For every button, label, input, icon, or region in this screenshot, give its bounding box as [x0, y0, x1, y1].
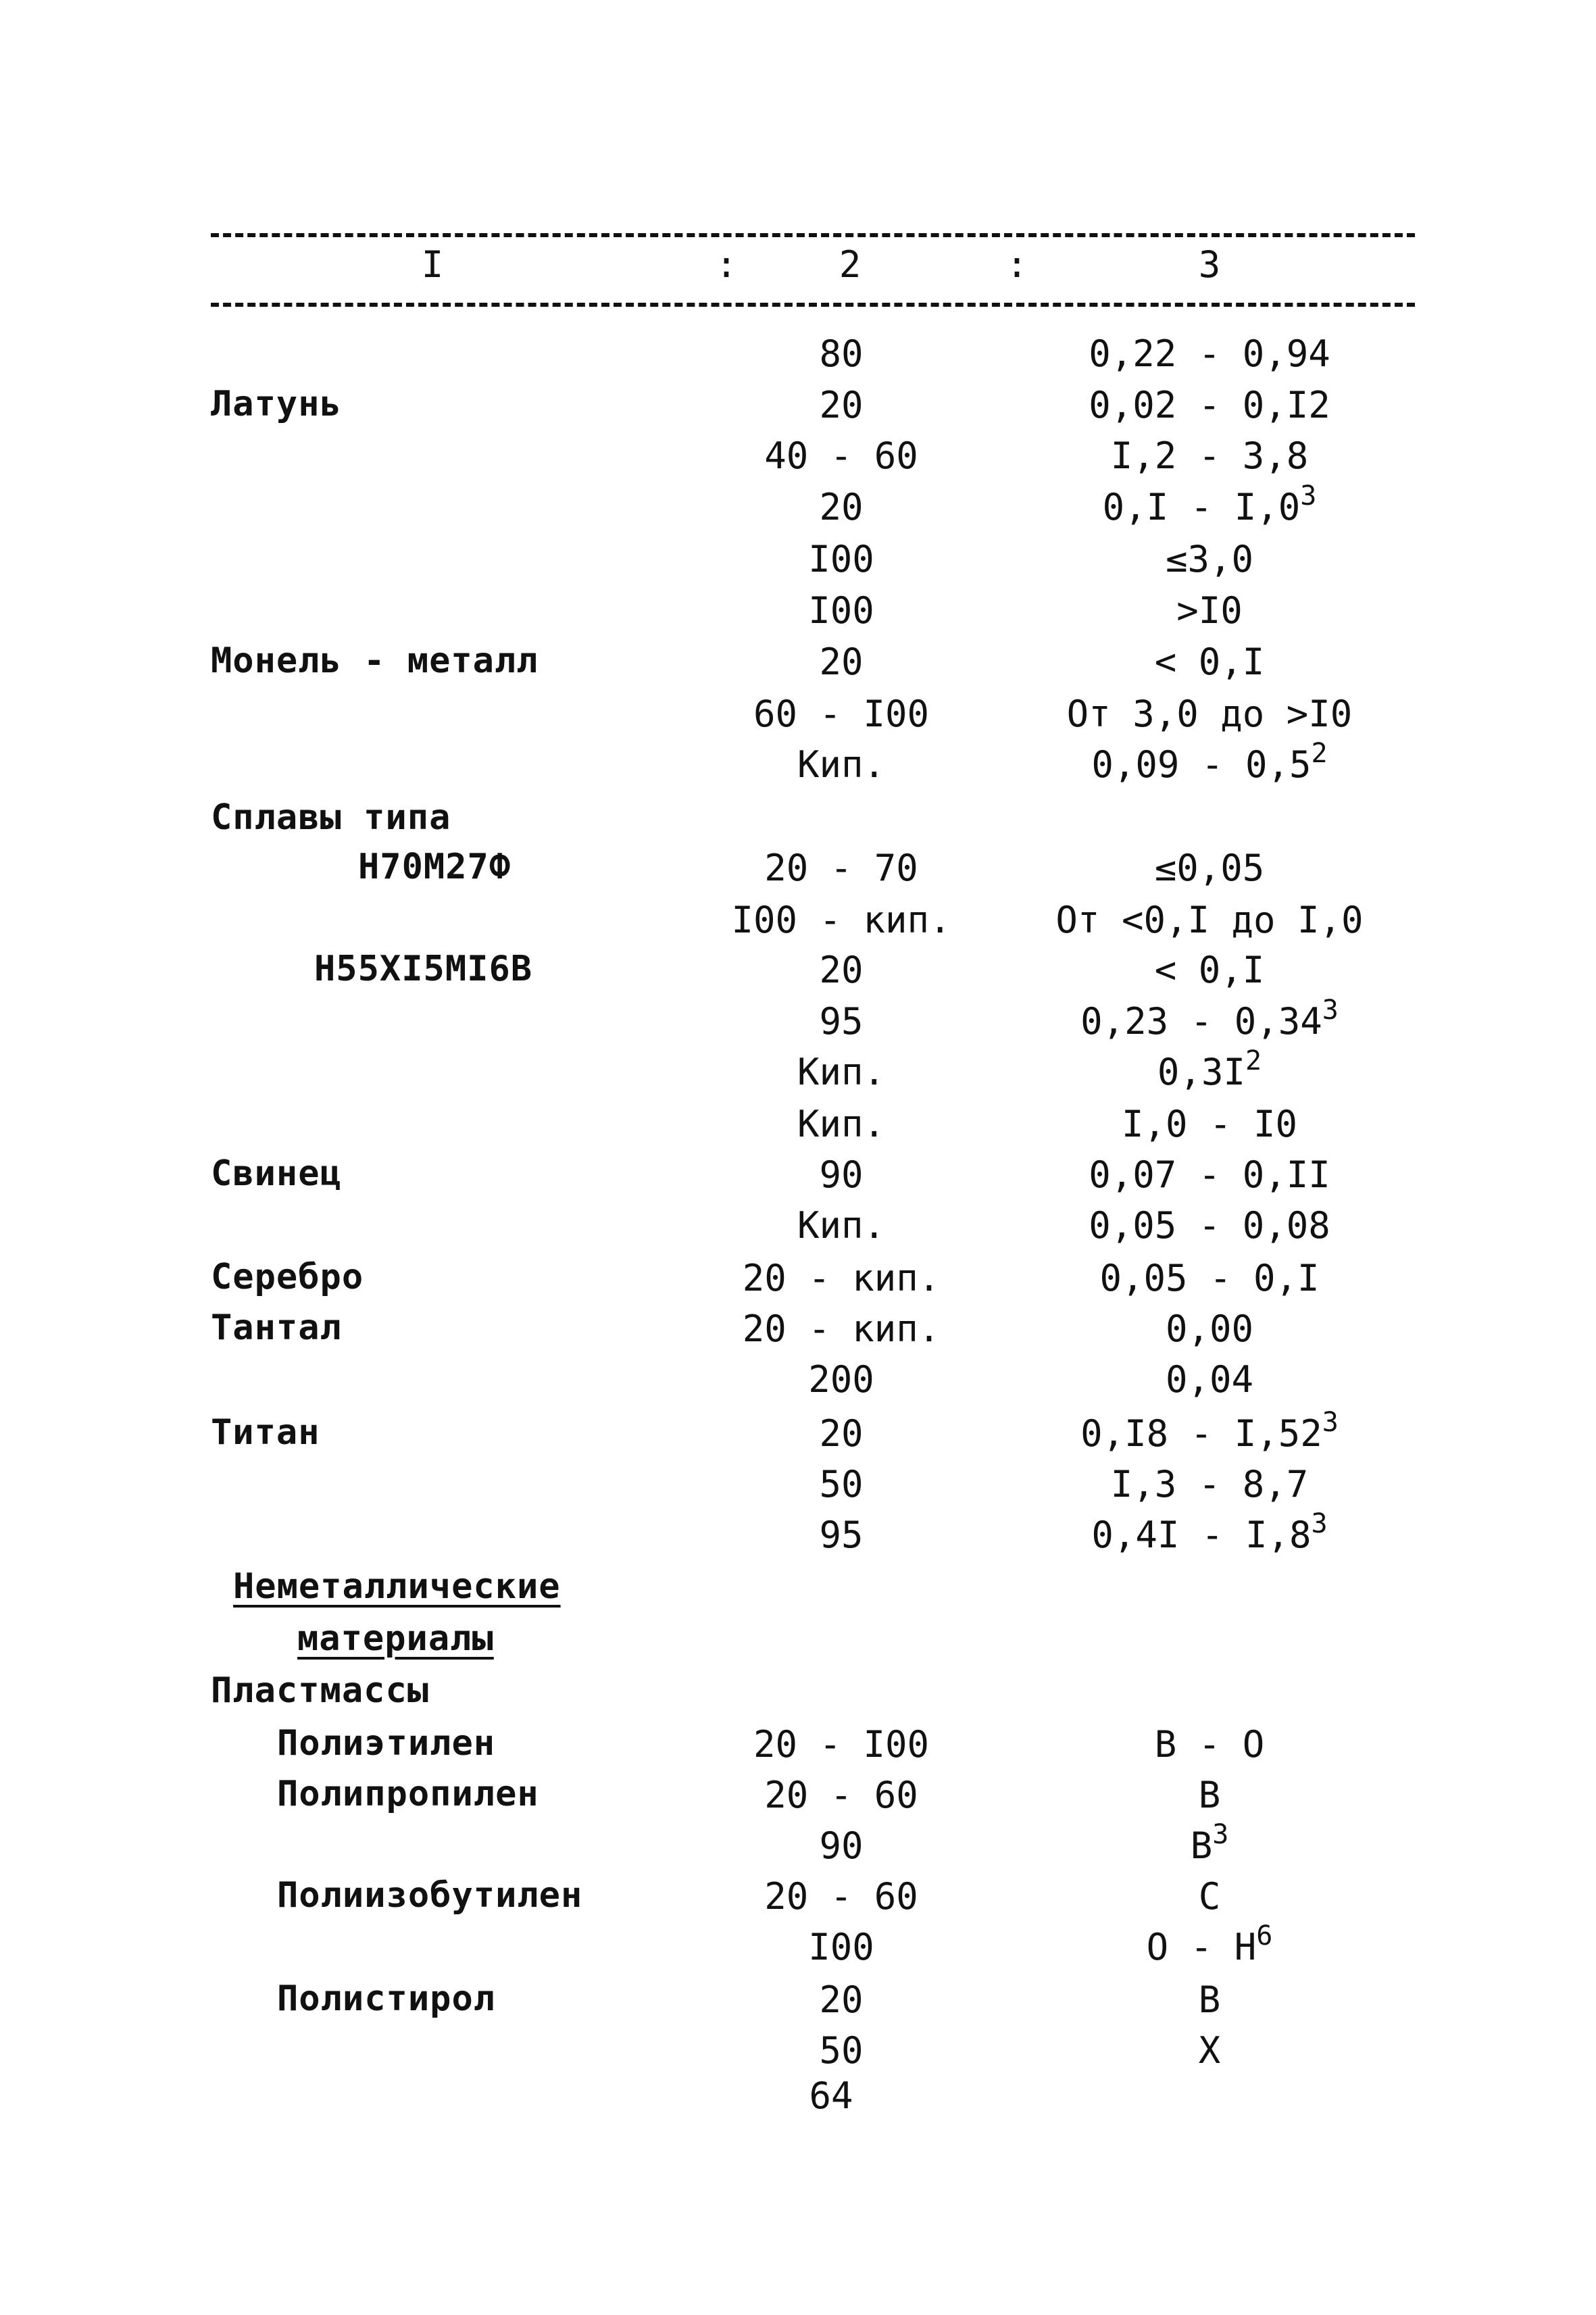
temperature-value: 20 - I00 [753, 1723, 930, 1766]
column-header-2: 2 [839, 243, 862, 286]
material-name: Н55ХI5МI6В [314, 949, 533, 989]
corrosion-rate-text: 0,02 - 0,I2 [1089, 384, 1330, 426]
temperature-value: I00 [808, 1926, 874, 1968]
corrosion-rate-text: В [1198, 1978, 1221, 2021]
footnote-marker: 6 [1256, 1920, 1273, 1951]
header-top-divider [211, 233, 1415, 237]
temperature-value: 20 - 70 [764, 847, 918, 889]
temperature-value: 20 [819, 384, 864, 426]
column-header-separator: : [715, 243, 738, 286]
material-name: Полипропилен [277, 1774, 539, 1814]
corrosion-rate-value [1080, 1407, 1339, 1455]
temperature-value: 20 [819, 486, 864, 528]
temperature-value: I00 - кип. [731, 899, 951, 941]
corrosion-rate-text: 0,3I [1157, 1051, 1245, 1093]
column-header-1: I [421, 243, 444, 286]
corrosion-rate-value [1099, 1257, 1319, 1299]
corrosion-rate-text: 0,00 [1165, 1308, 1254, 1350]
corrosion-rate-value [1199, 2029, 1221, 2072]
table-row [0, 1407, 1596, 1464]
corrosion-rate-text: 0,I - I,0 [1102, 486, 1301, 528]
footnote-marker: 3 [1300, 480, 1317, 512]
temperature-value: 40 - 60 [764, 434, 918, 477]
material-name: Свинец [211, 1153, 342, 1194]
corrosion-rate-value [1089, 1204, 1330, 1247]
table-row [0, 384, 1596, 435]
corrosion-rate-text: >I0 [1176, 589, 1243, 632]
table-row [0, 1723, 1596, 1774]
table-row [0, 797, 1596, 849]
table-row [0, 1920, 1596, 1977]
temperature-value: 90 [819, 1153, 864, 1196]
corrosion-rate-value [1155, 949, 1265, 991]
corrosion-rate-value [1155, 1723, 1265, 1766]
corrosion-rate-text: 0,04 [1165, 1358, 1254, 1401]
footnote-marker: 3 [1311, 1508, 1328, 1539]
temperature-value: 50 [819, 1463, 864, 1505]
temperature-value: 20 [819, 1412, 864, 1455]
table-row [0, 1204, 1596, 1255]
table-row [0, 1670, 1596, 1722]
temperature-value: I00 [808, 589, 874, 632]
corrosion-rate-value [1146, 1920, 1273, 1968]
corrosion-rate-value [1089, 332, 1330, 375]
corrosion-rate-value [1091, 738, 1328, 786]
table-row [0, 738, 1596, 795]
temperature-value: 60 - I00 [753, 693, 930, 735]
corrosion-rate-text: В [1190, 1824, 1213, 1867]
temperature-value: 20 - кип. [742, 1308, 941, 1350]
corrosion-rate-text: I,2 - 3,8 [1110, 434, 1309, 477]
material-name: Н70М27Ф [358, 847, 512, 887]
table-row [0, 1463, 1596, 1514]
temperature-value: Кип. [797, 1204, 886, 1247]
corrosion-rate-text: 0,22 - 0,94 [1089, 332, 1330, 375]
material-name: Латунь [211, 384, 342, 424]
material-name: Пластмассы [211, 1670, 430, 1711]
corrosion-rate-text: < 0,I [1154, 641, 1265, 683]
material-name: Неметаллические [233, 1566, 561, 1607]
table-row [0, 641, 1596, 692]
material-name: Полиэтилен [277, 1723, 496, 1764]
corrosion-rate-value [1111, 1463, 1309, 1505]
corrosion-rate-text: I,0 - I0 [1121, 1103, 1298, 1145]
temperature-value: 95 [819, 1514, 864, 1556]
table-row [0, 693, 1596, 744]
table-row [0, 589, 1596, 641]
corrosion-rate-text: В [1198, 1774, 1221, 1816]
material-name: Серебро [211, 1257, 364, 1297]
corrosion-rate-value [1102, 480, 1317, 528]
table-row [0, 1358, 1596, 1410]
table-row [0, 1819, 1596, 1876]
temperature-value: I00 [808, 538, 874, 580]
corrosion-rate-text: 0,I8 - I,52 [1080, 1412, 1322, 1455]
footnote-marker: 3 [1322, 1407, 1339, 1438]
corrosion-rate-value [1199, 1774, 1221, 1816]
corrosion-rate-value [1157, 1045, 1262, 1093]
temperature-value: 20 - кип. [742, 1257, 941, 1299]
material-name: Полиизобутилен [277, 1875, 583, 1916]
table-row [0, 434, 1596, 486]
footnote-marker: 2 [1245, 1045, 1262, 1076]
table-row [0, 1045, 1596, 1102]
corrosion-rate-text: 0,05 - 0,I [1099, 1257, 1320, 1299]
footnote-marker: 3 [1322, 995, 1339, 1026]
temperature-value: 20 - 60 [764, 1875, 918, 1918]
temperature-value: Кип. [797, 1103, 886, 1145]
corrosion-rate-value [1067, 693, 1353, 735]
corrosion-rate-text: I,3 - 8,7 [1110, 1463, 1309, 1505]
table-row [0, 1103, 1596, 1154]
material-name: Титан [211, 1412, 320, 1453]
material-name: Монель - металл [211, 641, 539, 681]
material-name: Сплавы типа [211, 797, 451, 838]
table-row [0, 1153, 1596, 1205]
table-row [0, 847, 1596, 898]
material-name: Тантал [211, 1308, 342, 1348]
corrosion-rate-text: О - Н [1146, 1926, 1257, 1968]
table-row [0, 1508, 1596, 1565]
corrosion-rate-text: 0,23 - 0,34 [1080, 1000, 1322, 1043]
corrosion-rate-value [1089, 384, 1330, 426]
corrosion-rate-text: В - О [1154, 1723, 1265, 1766]
corrosion-rate-value [1166, 1308, 1253, 1350]
material-name: материалы [297, 1618, 494, 1659]
temperature-value: 20 [819, 641, 864, 683]
footnote-marker: 2 [1311, 738, 1328, 769]
corrosion-rate-text: 0,05 - 0,08 [1089, 1204, 1330, 1247]
temperature-value: 200 [808, 1358, 874, 1401]
temperature-value: 50 [819, 2029, 864, 2072]
column-header-3: 3 [1198, 243, 1221, 286]
corrosion-rate-value [1199, 1875, 1221, 1918]
header-bottom-divider [211, 303, 1415, 307]
corrosion-rate-value [1080, 995, 1339, 1043]
corrosion-rate-text: ≤0,05 [1154, 847, 1265, 889]
corrosion-rate-text: От 3,0 до >I0 [1066, 693, 1353, 735]
temperature-value: Кип. [797, 743, 886, 786]
corrosion-rate-value [1166, 538, 1253, 580]
temperature-value: 20 - 60 [764, 1774, 918, 1816]
corrosion-rate-value [1122, 1103, 1297, 1145]
table-row [0, 332, 1596, 384]
table-row [0, 949, 1596, 1000]
page-number: 64 [809, 2074, 853, 2117]
corrosion-rate-text: 0,09 - 0,5 [1091, 743, 1312, 786]
column-header-separator: : [1005, 243, 1028, 286]
table-row [0, 1308, 1596, 1359]
corrosion-rate-value [1091, 1508, 1328, 1556]
corrosion-rate-text: 0,4I - I,8 [1091, 1514, 1312, 1556]
table-row [0, 1257, 1596, 1308]
temperature-value: 80 [819, 332, 864, 375]
corrosion-rate-value [1190, 1819, 1229, 1867]
temperature-value: 95 [819, 1000, 864, 1043]
corrosion-rate-value [1055, 899, 1363, 941]
corrosion-rate-text: С [1198, 1875, 1221, 1918]
table-row [0, 899, 1596, 950]
corrosion-rate-value [1166, 1358, 1253, 1401]
corrosion-rate-text: Х [1198, 2029, 1221, 2072]
corrosion-rate-value [1111, 434, 1309, 477]
table-row [0, 1566, 1596, 1618]
table-row [0, 1618, 1596, 1670]
table-row [0, 480, 1596, 537]
corrosion-rate-value [1155, 847, 1265, 889]
table-row [0, 995, 1596, 1051]
corrosion-rate-value [1155, 641, 1265, 683]
corrosion-rate-text: 0,07 - 0,II [1089, 1153, 1330, 1196]
temperature-value: 90 [819, 1824, 864, 1867]
table-row [0, 1774, 1596, 1825]
table-row [0, 538, 1596, 589]
material-name: Полистирол [277, 1978, 496, 2019]
corrosion-rate-value [1199, 1978, 1221, 2021]
corrosion-rate-value [1176, 589, 1243, 632]
table-row [0, 2029, 1596, 2081]
corrosion-rate-text: ≤3,0 [1165, 538, 1254, 580]
temperature-value: 20 [819, 949, 864, 991]
corrosion-rate-value [1089, 1153, 1330, 1196]
table-row [0, 1875, 1596, 1926]
temperature-value: 20 [819, 1978, 864, 2021]
table-row [0, 1978, 1596, 2030]
footnote-marker: 3 [1212, 1819, 1229, 1850]
corrosion-rate-text: < 0,I [1154, 949, 1265, 991]
corrosion-rate-text: От <0,I до I,0 [1055, 899, 1364, 941]
temperature-value: Кип. [797, 1051, 886, 1093]
